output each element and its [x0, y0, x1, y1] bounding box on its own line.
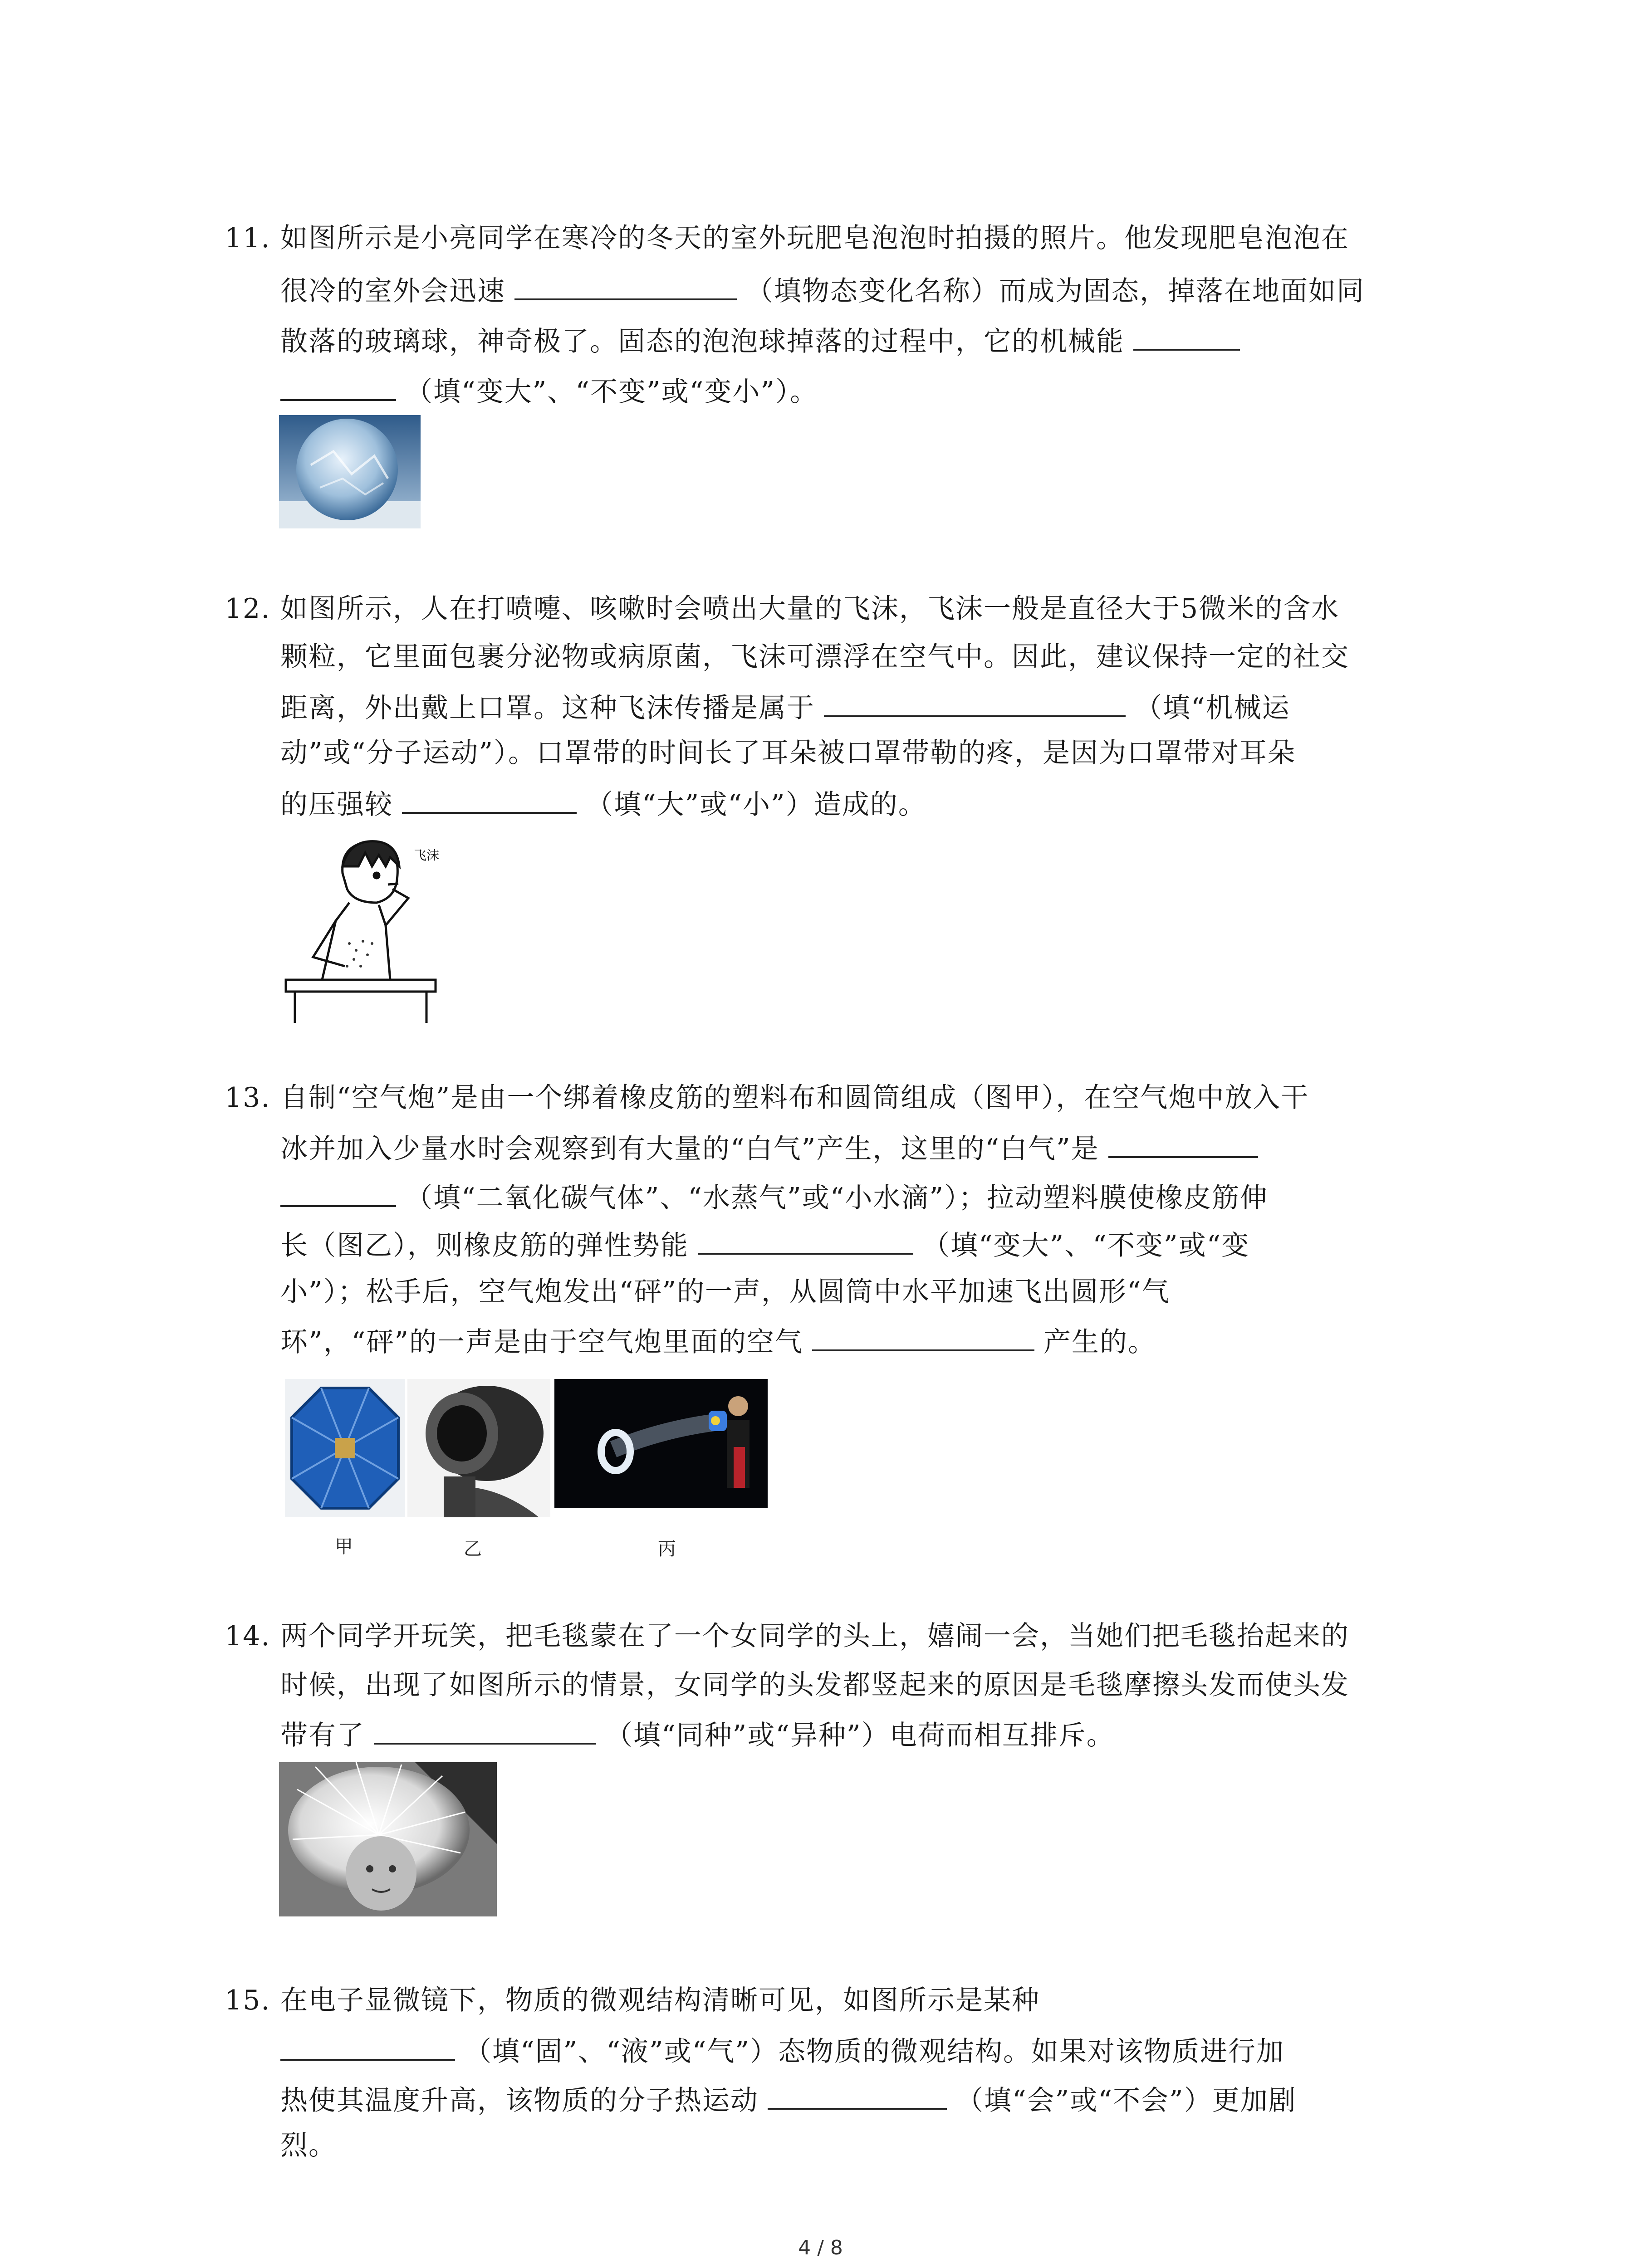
q14-line-1: 两个同学开玩笑，把毛毯蒙在了一个女同学的头上，嬉闹一会，当她们把毛毯抬起来的: [280, 1620, 1349, 1652]
figure-caption-jia: 甲: [335, 1536, 353, 1557]
q13-line-1: 自制“空气炮”是由一个绑着橡皮筋的塑料布和圆筒组成（图甲），在空气炮中放入干: [280, 1082, 1309, 1114]
q11-line-4: （填“变大”、“不变”或“变小”）。: [280, 371, 818, 410]
answer-blank[interactable]: [1108, 1128, 1258, 1158]
answer-blank[interactable]: [280, 371, 396, 401]
q14-line-2: 时候，出现了如图所示的情景，女同学的头发都竖起来的原因是毛毯摩擦头发而使头发: [280, 1669, 1349, 1701]
figure-label-droplets: 飞沫: [413, 848, 440, 863]
q13-line-3: （填“二氧化碳气体”、“水蒸气”或“小水滴”）；拉动塑料膜使橡皮筋伸: [280, 1177, 1268, 1216]
q11-line-1: 如图所示是小亮同学在寒冷的冬天的室外玩肥皂泡泡时拍摄的照片。他发现肥皂泡泡在: [280, 222, 1349, 254]
figure-caption-yi: 乙: [464, 1539, 482, 1559]
q13-line-4: 长（图乙），则橡皮筋的弹性势能 （填“变大”、“不变”或“变: [280, 1225, 1249, 1264]
q13-line-5: 小”）；松手后，空气炮发出“砰”的一声，从圆筒中水平加速飞出圆形“气: [280, 1276, 1170, 1308]
question-12-number: 12.: [225, 593, 271, 625]
answer-blank[interactable]: [1133, 321, 1240, 351]
answer-blank[interactable]: [824, 687, 1126, 717]
static-hair-photo: [279, 1762, 497, 1916]
q11-line-2: 很冷的室外会迅速 （填物态变化名称）而成为固态，掉落在地面如同: [280, 270, 1365, 309]
answer-blank[interactable]: [402, 784, 577, 814]
q12-line-5: 的压强较 （填“大”或“小”）造成的。: [280, 784, 926, 823]
figure-caption-bing: 丙: [658, 1539, 676, 1559]
q12-line-4: 动”或“分子运动”）。口罩带的时间长了耳朵被口罩带勒的疼，是因为口罩带对耳朵: [280, 737, 1296, 769]
answer-blank[interactable]: [280, 2031, 455, 2061]
answer-blank[interactable]: [514, 270, 737, 300]
q15-line-1: 在电子显微镜下，物质的微观结构清晰可见，如图所示是某种: [280, 1984, 1040, 2016]
question-11-number: 11.: [225, 222, 271, 254]
air-cannon-photo-yi: [407, 1379, 550, 1517]
q12-line-3: 距离，外出戴上口罩。这种飞沫传播是属于 （填“机械运: [280, 687, 1290, 726]
q13-line-2: 冰并加入少量水时会观察到有大量的“白气”产生，这里的“白气”是: [280, 1128, 1258, 1167]
q14-line-3: 带有了 （填“同种”或“异种”）电荷而相互排斥。: [280, 1715, 1115, 1754]
answer-blank[interactable]: [812, 1321, 1034, 1351]
question-13-number: 13.: [225, 1082, 271, 1114]
q15-line-2: （填“固”、“液”或“气”）态物质的微观结构。如果对该物质进行加: [280, 2031, 1284, 2070]
question-14-number: 14.: [225, 1620, 271, 1652]
answer-blank[interactable]: [374, 1715, 596, 1745]
frozen-bubble-photo: [279, 415, 421, 528]
q15-line-3: 热使其温度升高，该物质的分子热运动 （填“会”或“不会”）更加剧: [280, 2080, 1297, 2119]
air-cannon-photo-bing: [554, 1379, 768, 1508]
q12-line-1: 如图所示，人在打喷嚏、咳嗽时会喷出大量的飞沫，飞沫一般是直径大于5微米的含水: [280, 593, 1340, 625]
sneezing-person-drawing: [281, 830, 445, 1025]
q13-line-6: 环”，“砰”的一声是由于空气炮里面的空气 产生的。: [280, 1321, 1156, 1360]
page-number: 4 / 8: [798, 2236, 843, 2259]
air-cannon-photo-jia: [285, 1379, 405, 1517]
answer-blank[interactable]: [280, 1177, 396, 1207]
q11-line-3: 散落的玻璃球，神奇极了。固态的泡泡球掉落的过程中，它的机械能: [280, 321, 1240, 360]
question-15-number: 15.: [225, 1984, 271, 2016]
q12-line-2: 颗粒，它里面包裹分泌物或病原菌，飞沫可漂浮在空气中。因此，建议保持一定的社交: [280, 641, 1349, 673]
answer-blank[interactable]: [698, 1225, 913, 1255]
q15-line-4: 烈。: [280, 2130, 337, 2161]
answer-blank[interactable]: [768, 2080, 947, 2110]
